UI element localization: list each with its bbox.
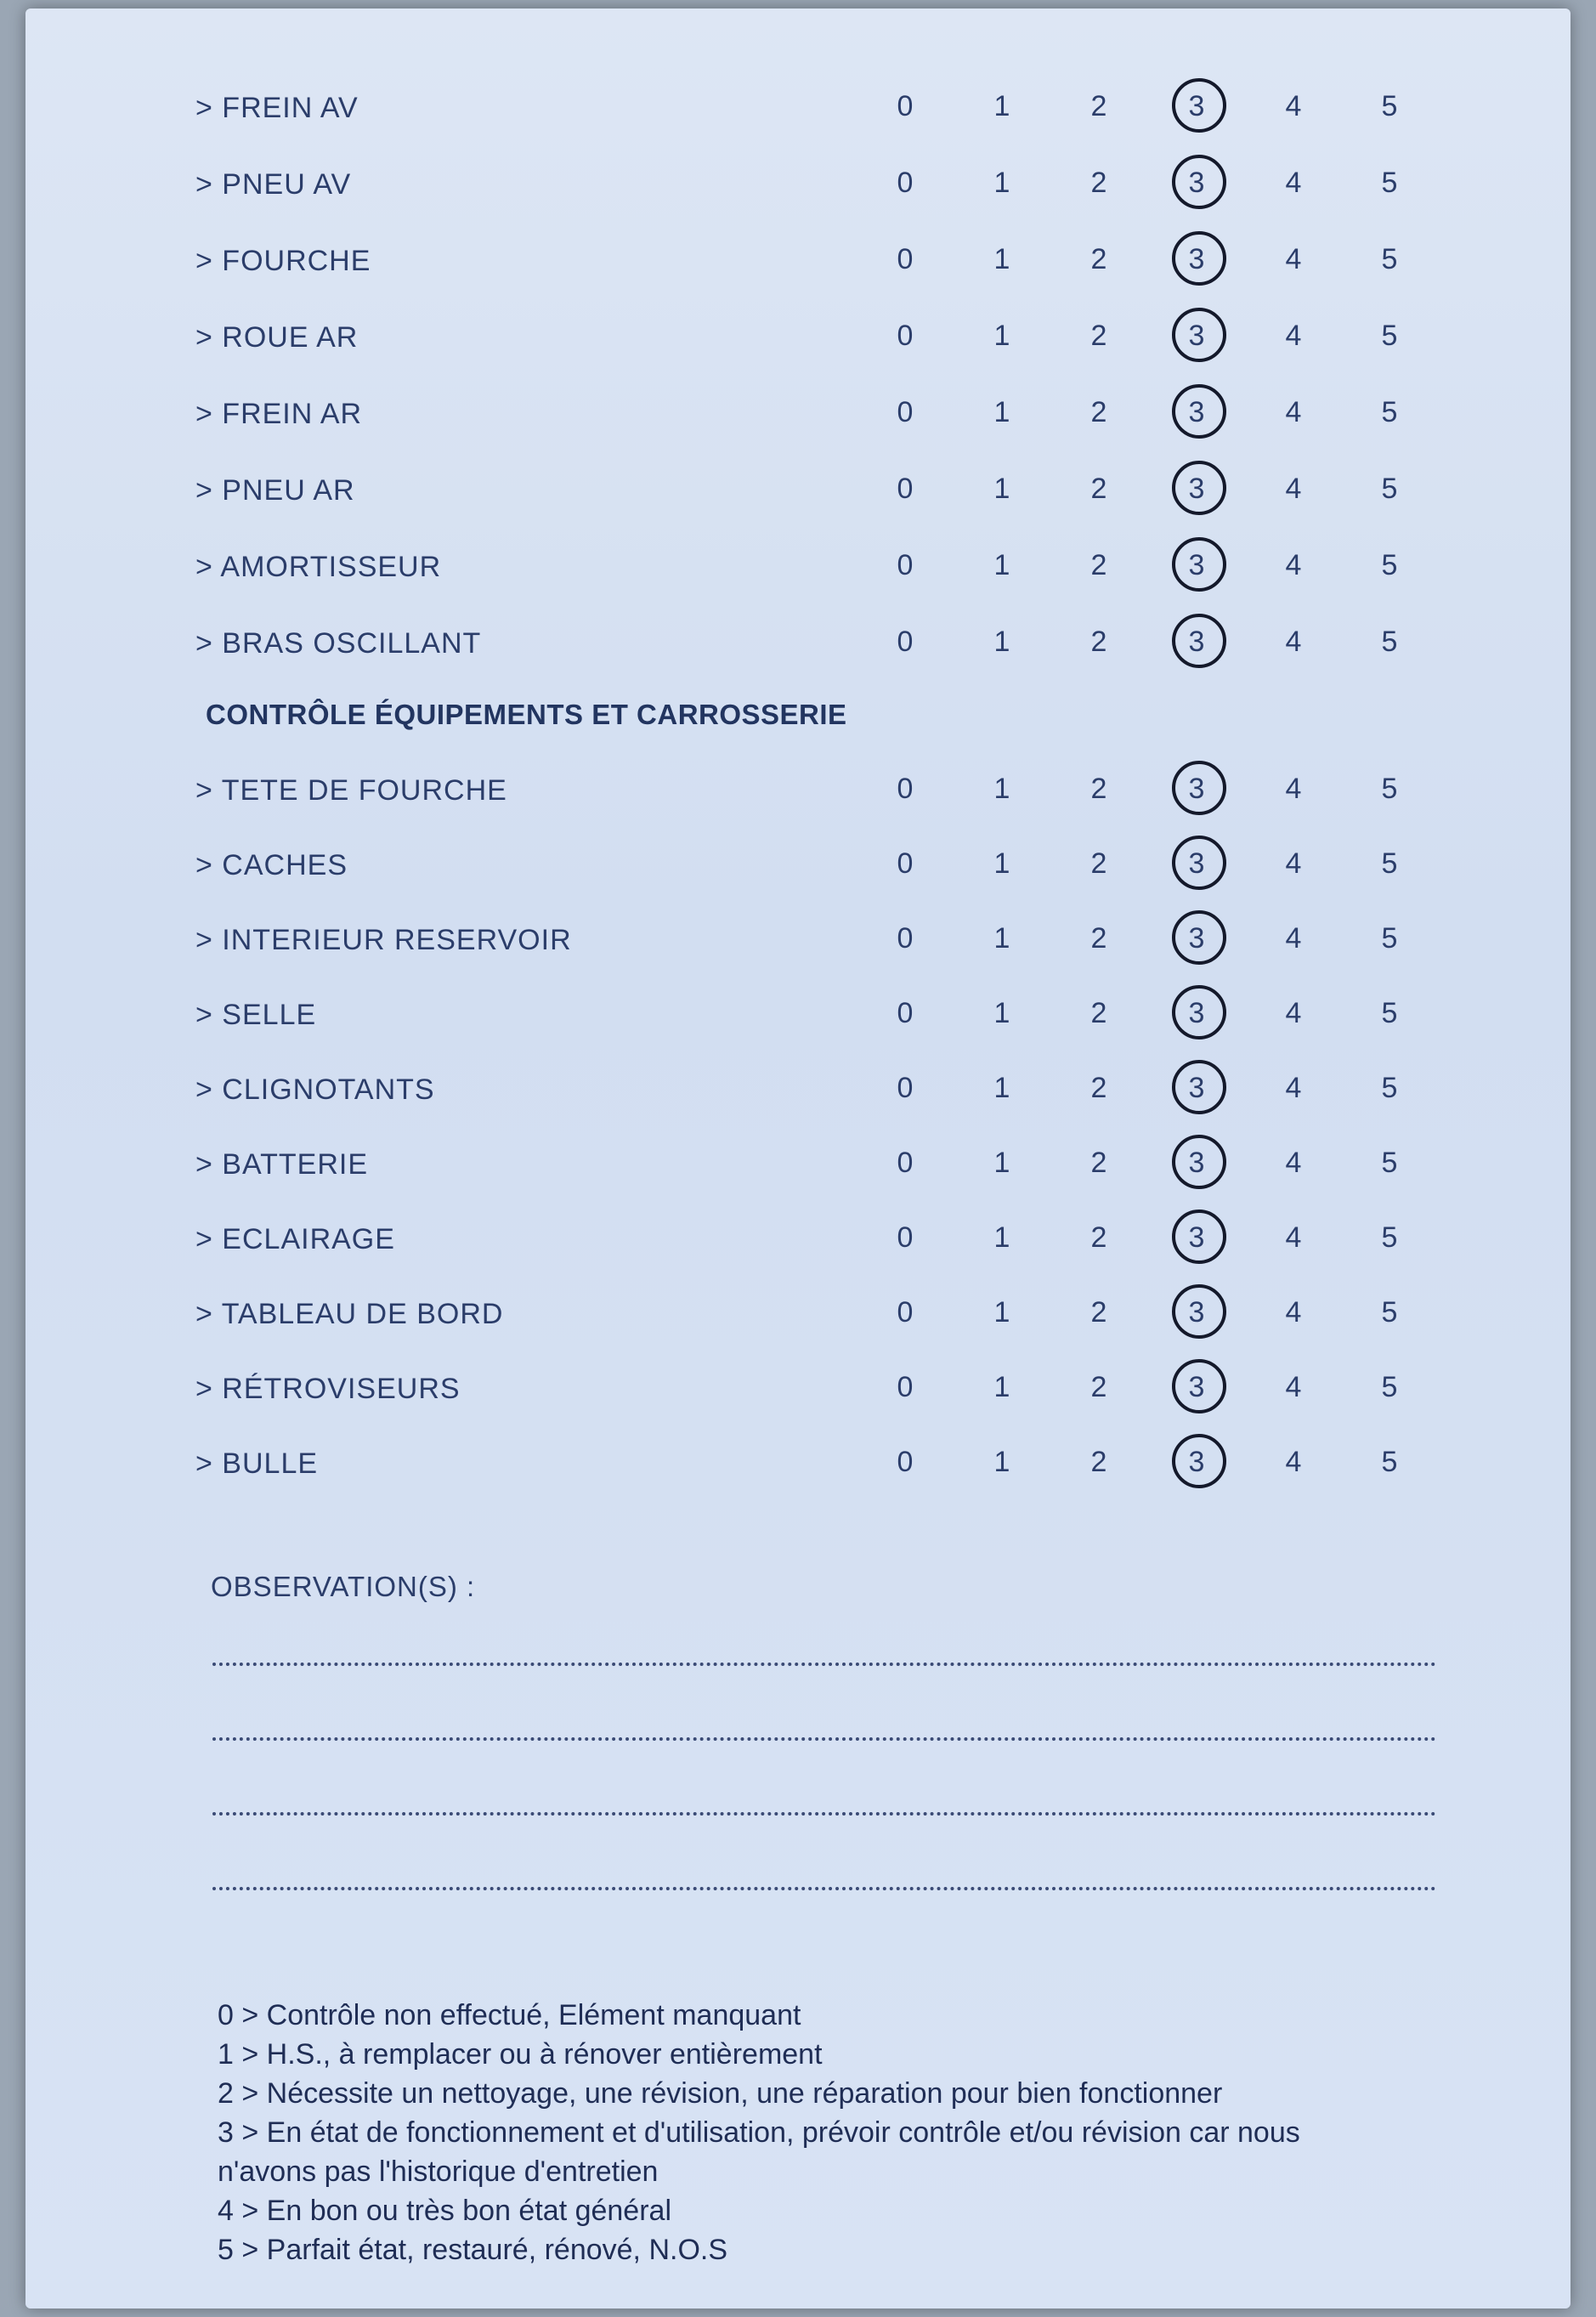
checklist-row (25, 1142, 1571, 1192)
legend-line: 0 > Contrôle non effectué, Elément manquant (218, 1999, 801, 2031)
legend-line: 5 > Parfait état, restauré, rénové, N.O.S (218, 2234, 728, 2266)
score-option[interactable]: 5 (1381, 396, 1398, 428)
score-option-selected[interactable]: 3 (1167, 396, 1226, 429)
checklist-row (25, 238, 1571, 289)
score-option[interactable]: 1 (993, 847, 1010, 880)
checklist-row (25, 1216, 1571, 1267)
score-option[interactable]: 2 (1090, 473, 1107, 505)
score-option[interactable]: 5 (1381, 320, 1398, 352)
score-option[interactable]: 4 (1285, 847, 1302, 880)
score-option[interactable]: 0 (897, 1147, 914, 1179)
checklist-row (25, 917, 1571, 968)
checklist-row (25, 85, 1571, 136)
score-option[interactable]: 2 (1090, 1072, 1107, 1104)
score-option[interactable]: 5 (1381, 997, 1398, 1029)
score-option[interactable]: 5 (1381, 1371, 1398, 1403)
score-option[interactable]: 5 (1381, 1446, 1398, 1478)
score-option[interactable]: 5 (1381, 549, 1398, 581)
score-option-selected[interactable]: 3 (1167, 549, 1226, 582)
score-option[interactable]: 0 (897, 167, 914, 199)
score-option[interactable]: 4 (1285, 90, 1302, 122)
checklist-row (25, 620, 1571, 671)
score-option[interactable]: 0 (897, 396, 914, 428)
checklist-item-label: > ECLAIRAGE (195, 1223, 395, 1255)
score-option[interactable]: 2 (1090, 90, 1107, 122)
checklist-row (25, 391, 1571, 442)
score-option-selected[interactable]: 3 (1167, 167, 1226, 200)
score-option-selected[interactable]: 3 (1167, 243, 1226, 276)
score-option[interactable]: 2 (1090, 320, 1107, 352)
score-option-selected[interactable]: 3 (1167, 320, 1226, 353)
score-option-selected[interactable]: 3 (1167, 847, 1226, 881)
score-option[interactable]: 0 (897, 473, 914, 505)
score-option[interactable]: 4 (1285, 320, 1302, 352)
score-option[interactable]: 5 (1381, 847, 1398, 880)
checklist-item-label: > FREIN AR (195, 398, 363, 430)
score-option[interactable]: 1 (993, 396, 1010, 428)
score-option[interactable]: 1 (993, 1296, 1010, 1328)
checklist-item-label: > RÉTROVISEURS (195, 1373, 461, 1405)
score-option-selected[interactable]: 3 (1167, 773, 1226, 806)
checklist-row (25, 467, 1571, 518)
legend-line: n'avons pas l'historique d'entretien (218, 2156, 659, 2188)
score-option[interactable]: 2 (1090, 549, 1107, 581)
score-option[interactable]: 1 (993, 1221, 1010, 1254)
score-option-selected[interactable]: 3 (1167, 922, 1226, 955)
score-option[interactable]: 0 (897, 90, 914, 122)
score-option[interactable]: 4 (1285, 396, 1302, 428)
score-option[interactable]: 1 (993, 1072, 1010, 1104)
legend-line: 4 > En bon ou très bon état général (218, 2195, 672, 2227)
score-option-selected[interactable]: 3 (1167, 626, 1226, 659)
observation-line[interactable] (212, 1887, 1436, 1890)
score-option-selected[interactable]: 3 (1167, 473, 1226, 506)
checklist-item-label: > SELLE (195, 999, 317, 1031)
score-legend (218, 1996, 1492, 2269)
checklist-item-label: > FREIN AV (195, 92, 359, 124)
score-option[interactable]: 4 (1285, 243, 1302, 275)
score-option[interactable]: 2 (1090, 922, 1107, 955)
score-option[interactable]: 1 (993, 167, 1010, 199)
observation-line[interactable] (212, 1663, 1436, 1666)
score-option[interactable]: 4 (1285, 626, 1302, 658)
score-option[interactable]: 5 (1381, 922, 1398, 955)
score-option[interactable]: 0 (897, 922, 914, 955)
score-option[interactable]: 2 (1090, 773, 1107, 805)
score-option[interactable]: 1 (993, 1147, 1010, 1179)
checklist-row (25, 992, 1571, 1043)
score-option[interactable]: 2 (1090, 1221, 1107, 1254)
checklist-item-label: > ROUE AR (195, 321, 359, 354)
score-option[interactable]: 5 (1381, 1072, 1398, 1104)
score-option[interactable]: 2 (1090, 847, 1107, 880)
score-option-selected[interactable]: 3 (1167, 997, 1226, 1030)
score-option[interactable]: 0 (897, 626, 914, 658)
score-option[interactable]: 4 (1285, 997, 1302, 1029)
score-option[interactable]: 5 (1381, 1147, 1398, 1179)
score-option[interactable]: 0 (897, 1296, 914, 1328)
checklist-item-label: > BRAS OSCILLANT (195, 627, 482, 660)
checklist-row (25, 768, 1571, 819)
checklist-item-label: > CACHES (195, 849, 348, 881)
score-option[interactable]: 2 (1090, 626, 1107, 658)
score-option[interactable]: 2 (1090, 396, 1107, 428)
score-option[interactable]: 5 (1381, 473, 1398, 505)
score-option[interactable]: 4 (1285, 1446, 1302, 1478)
score-option[interactable]: 2 (1090, 997, 1107, 1029)
score-option[interactable]: 0 (897, 549, 914, 581)
score-option[interactable]: 1 (993, 773, 1010, 805)
score-option[interactable]: 0 (897, 1446, 914, 1478)
checklist-row (25, 1291, 1571, 1342)
score-option[interactable]: 2 (1090, 1296, 1107, 1328)
score-option[interactable]: 5 (1381, 167, 1398, 199)
score-option-selected[interactable]: 3 (1167, 90, 1226, 123)
score-option[interactable]: 4 (1285, 1072, 1302, 1104)
score-option[interactable]: 4 (1285, 1296, 1302, 1328)
score-option-selected[interactable]: 3 (1167, 1221, 1226, 1255)
legend-line: 3 > En état de fonctionnement et d'utilisation, prévoir contrôle et/ou révision car nous (218, 2116, 1300, 2149)
score-option[interactable]: 5 (1381, 626, 1398, 658)
checklist-item-label: > INTERIEUR RESERVOIR (195, 924, 572, 956)
score-option[interactable]: 5 (1381, 1296, 1398, 1328)
score-option-selected[interactable]: 3 (1167, 1296, 1226, 1329)
score-option[interactable]: 1 (993, 90, 1010, 122)
observation-line[interactable] (212, 1812, 1436, 1816)
score-option[interactable]: 1 (993, 626, 1010, 658)
checklist-item-label: > PNEU AR (195, 474, 355, 507)
score-option[interactable]: 1 (993, 473, 1010, 505)
inspection-sheet (25, 8, 1571, 2309)
legend-line: 1 > H.S., à remplacer ou à rénover entièrement (218, 2038, 823, 2071)
checklist-row (25, 842, 1571, 893)
section-title: CONTRÔLE ÉQUIPEMENTS ET CARROSSERIE (206, 699, 847, 730)
checklist-item-label: > FOURCHE (195, 245, 371, 277)
score-option[interactable]: 5 (1381, 1221, 1398, 1254)
score-option[interactable]: 2 (1090, 1446, 1107, 1478)
score-option[interactable]: 2 (1090, 167, 1107, 199)
checklist-item-label: > TABLEAU DE BORD (195, 1298, 504, 1330)
score-option[interactable]: 1 (993, 243, 1010, 275)
legend-line: 2 > Nécessite un nettoyage, une révision, une réparation pour bien fonctionner (218, 2077, 1223, 2110)
score-option[interactable]: 1 (993, 1446, 1010, 1478)
score-option[interactable]: 0 (897, 320, 914, 352)
score-option[interactable]: 0 (897, 847, 914, 880)
checklist-row (25, 161, 1571, 212)
score-option[interactable]: 2 (1090, 1371, 1107, 1403)
checklist-row (25, 544, 1571, 595)
score-option[interactable]: 1 (993, 549, 1010, 581)
score-option[interactable]: 4 (1285, 1371, 1302, 1403)
checklist-item-label: > AMORTISSEUR (195, 551, 442, 583)
checklist-item-label: > CLIGNOTANTS (195, 1074, 435, 1106)
score-option-selected[interactable]: 3 (1167, 1072, 1226, 1105)
score-option[interactable]: 2 (1090, 1147, 1107, 1179)
score-option[interactable]: 5 (1381, 90, 1398, 122)
checklist-item-label: > BATTERIE (195, 1148, 369, 1181)
score-option-selected[interactable]: 3 (1167, 1446, 1226, 1479)
score-option[interactable]: 4 (1285, 1147, 1302, 1179)
score-option[interactable]: 0 (897, 773, 914, 805)
score-option[interactable]: 2 (1090, 243, 1107, 275)
observation-line[interactable] (212, 1737, 1436, 1741)
score-option[interactable]: 0 (897, 1072, 914, 1104)
score-option[interactable]: 5 (1381, 773, 1398, 805)
score-option[interactable]: 4 (1285, 773, 1302, 805)
checklist-item-label: > PNEU AV (195, 168, 352, 201)
checklist-row (25, 1441, 1571, 1492)
checklist-row (25, 1067, 1571, 1118)
score-option[interactable]: 0 (897, 1371, 914, 1403)
score-option[interactable]: 5 (1381, 243, 1398, 275)
score-option-selected[interactable]: 3 (1167, 1147, 1226, 1180)
checklist-row (25, 314, 1571, 365)
score-option[interactable]: 4 (1285, 922, 1302, 955)
score-option[interactable]: 0 (897, 1221, 914, 1254)
checklist-item-label: > BULLE (195, 1447, 319, 1480)
score-option[interactable]: 4 (1285, 167, 1302, 199)
score-option[interactable]: 0 (897, 243, 914, 275)
score-option[interactable]: 4 (1285, 1221, 1302, 1254)
score-option[interactable]: 0 (897, 997, 914, 1029)
score-option[interactable]: 1 (993, 320, 1010, 352)
observations-title: OBSERVATION(S) : (211, 1571, 476, 1602)
checklist-item-label: > TETE DE FOURCHE (195, 774, 507, 807)
score-option[interactable]: 1 (993, 1371, 1010, 1403)
checklist-row (25, 1366, 1571, 1417)
score-option[interactable]: 1 (993, 922, 1010, 955)
score-option[interactable]: 1 (993, 997, 1010, 1029)
score-option[interactable]: 4 (1285, 473, 1302, 505)
score-option-selected[interactable]: 3 (1167, 1371, 1226, 1404)
score-option[interactable]: 4 (1285, 549, 1302, 581)
